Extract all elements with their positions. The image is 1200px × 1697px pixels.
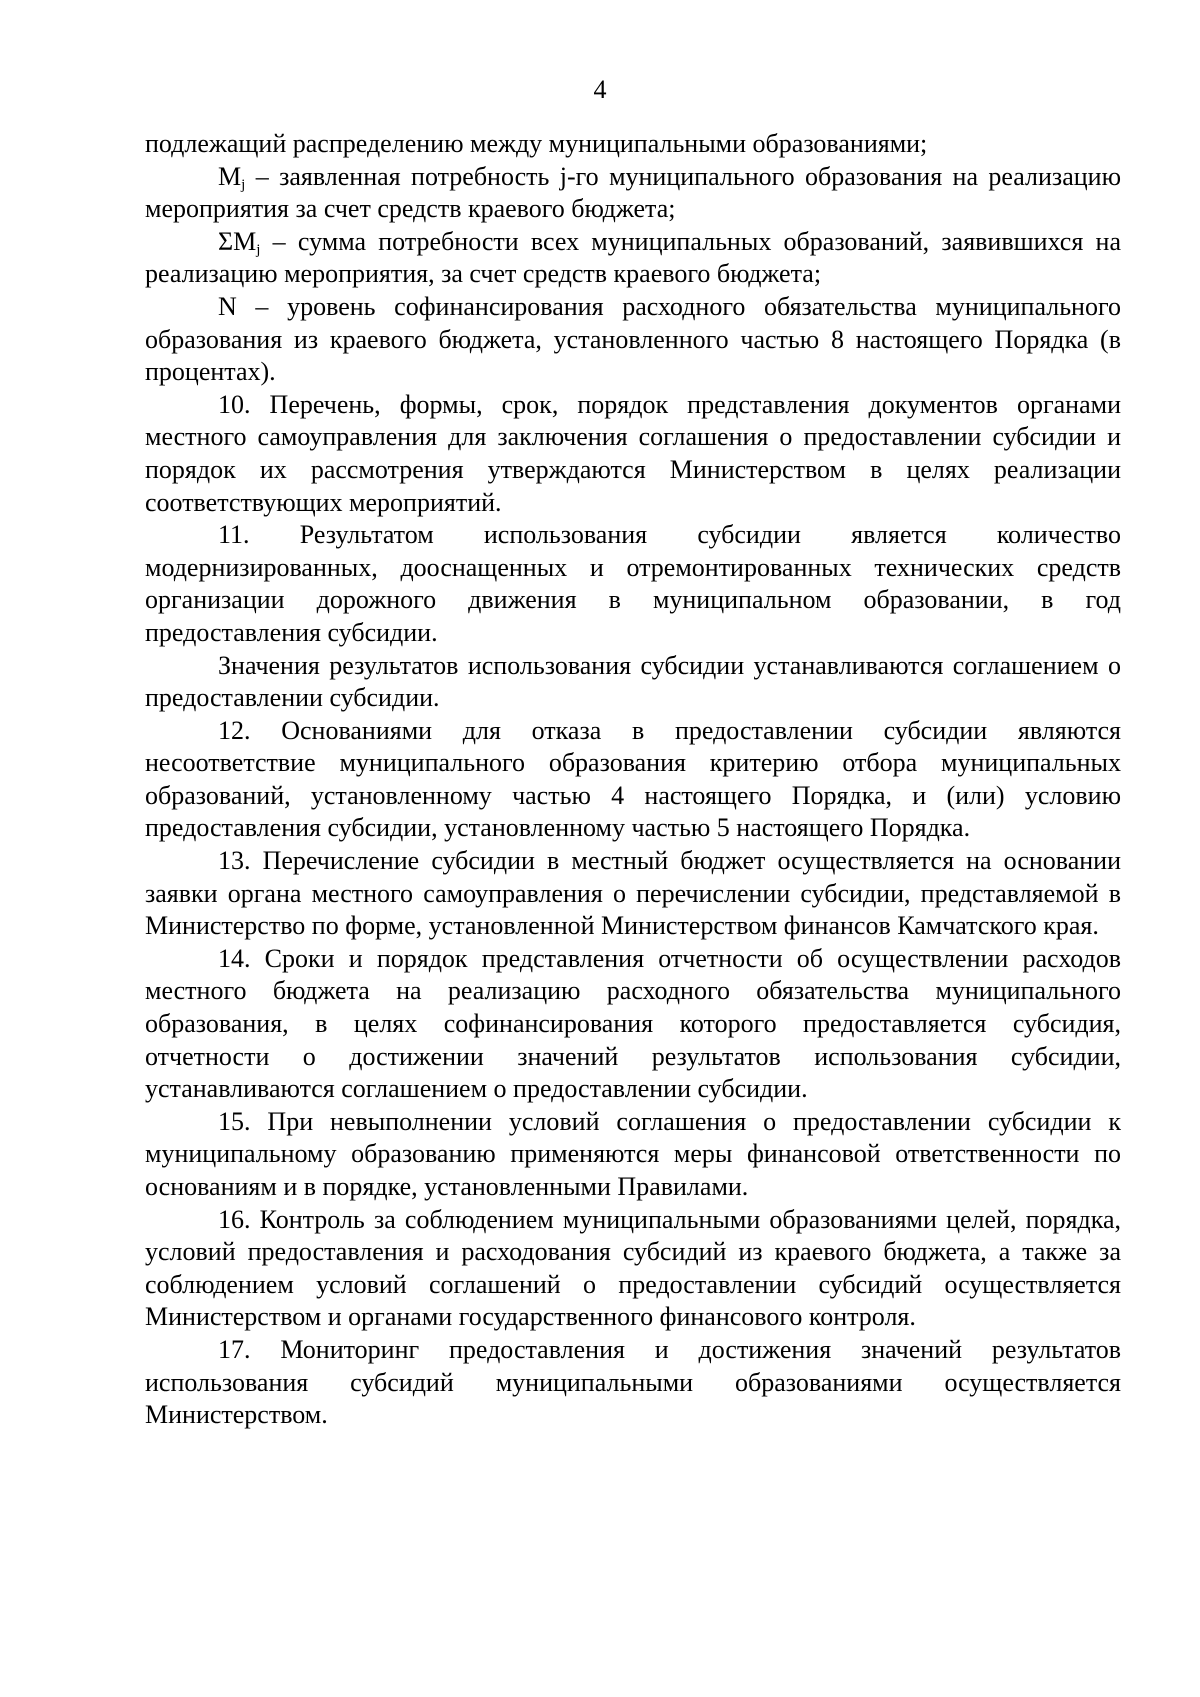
paragraph-12: 12. Основаниями для отказа в предоставлении субсидии являются несоответствие муниципального образования критерию отбора муниципальных образований, установленному частью 4 настоящего Порядка, и (или) условию предоставления субсидии, установленному частью 5 настоящего Порядка.	[145, 715, 1121, 843]
sum-mj-text: – сумма потребности всех муниципальных образований, заявившихся на реализацию мероприятия, за счет средств краевого бюджета;	[145, 226, 1121, 289]
continuation-line: подлежащий распределению между муниципальными образованиями;	[145, 129, 928, 158]
definition-n: N – уровень софинансирования расходного обязательства муниципального образования из краевого бюджета, установленного частью 8 настоящего Порядка (в процентах).	[145, 291, 1121, 387]
paragraph-14: 14. Сроки и порядок представления отчетности об осуществлении расходов местного бюджета на реализацию расходного обязательства муниципального образования, в целях софинансирования которого предоставляется субсидия, отчетности о достижении значений результатов использования субсидии, устанавливаются соглашением о предоставлении субсидии.	[145, 943, 1121, 1104]
paragraph-11-values: Значения результатов использования субсидии устанавливаются соглашением о предоставлении субсидии.	[145, 650, 1121, 713]
paragraph-10: 10. Перечень, формы, срок, порядок представления документов органами местного самоуправления для заключения соглашения о предоставлении субсидии и порядок их рассмотрения утверждаются Министерством в целях реализации соответствующих мероприятий.	[145, 389, 1121, 517]
mj-symbol: M	[218, 161, 242, 191]
paragraph-13: 13. Перечисление субсидии в местный бюджет осуществляется на основании заявки органа местного самоуправления о перечислении субсидии, представляемой в Министерство по форме, установленной Министерством финансов Камчатского края.	[145, 846, 1121, 941]
paragraph-16: 16. Контроль за соблюдением муниципальными образованиями целей, порядка, условий предоставления и расходования субсидий из краевого бюджета, а также за соблюдением условий соглашений о предоставлении субсидий осуществляется Министерством и органами государственного финансового контроля.	[145, 1204, 1121, 1332]
mj-subscript: j	[241, 176, 246, 193]
document-body	[145, 128, 1121, 1432]
sum-mj-symbol: ΣM	[218, 226, 257, 256]
sum-mj-subscript: j	[256, 241, 261, 258]
page-number: 4	[593, 75, 607, 104]
definition-mj	[145, 161, 1121, 226]
mj-text: – заявленная потребность j-го муниципального образования на реализацию мероприятия за счет средств краевого бюджета;	[145, 161, 1121, 224]
definition-sum-mj	[145, 226, 1121, 291]
paragraph-17: 17. Мониторинг предоставления и достижения значений результатов использования субсидий муниципальными образованиями осуществляется Министерством.	[145, 1334, 1121, 1430]
paragraph-15: 15. При невыполнении условий соглашения о предоставлении субсидии к муниципальному образованию применяются меры финансовой ответственности по основаниям и в порядке, установленными Правилами.	[145, 1106, 1121, 1201]
paragraph-11: 11. Результатом использования субсидии является количество модернизированных, дооснащенных и отремонтированных технических средств организации дорожного движения в муниципальном образовании, в год предоставления субсидии.	[145, 520, 1121, 647]
